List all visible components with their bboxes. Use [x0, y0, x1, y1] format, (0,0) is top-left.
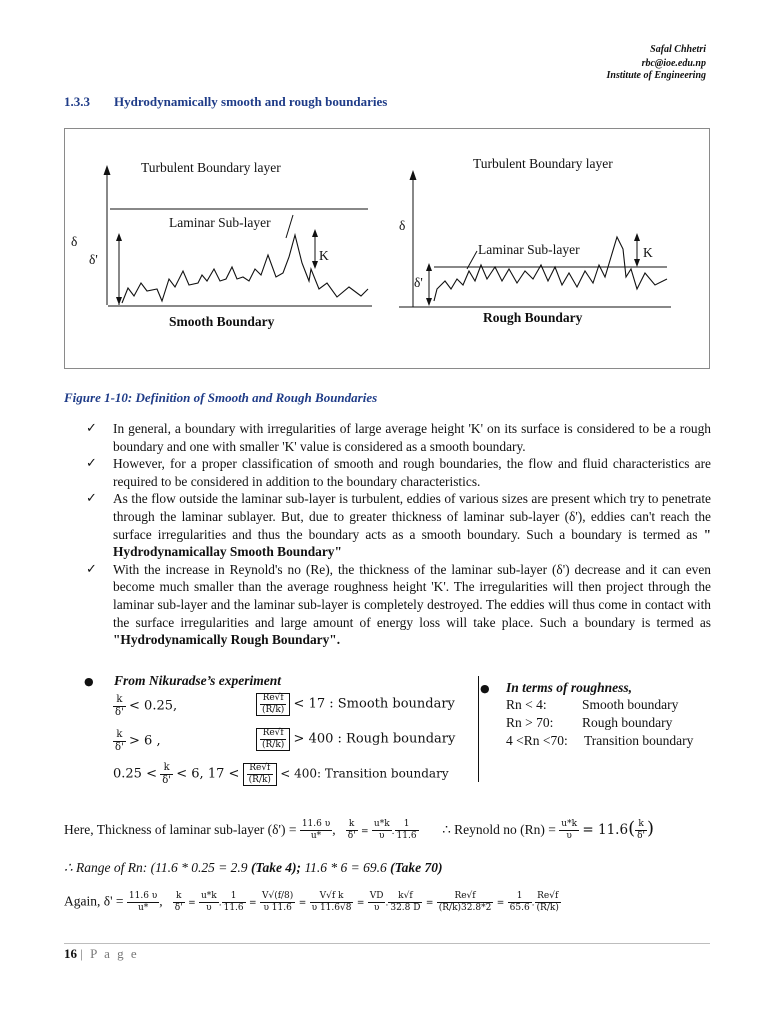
section-heading [64, 94, 387, 110]
nikuradse-result-smooth: $\frac{Re√f}{(R/k)}$ < 17 : Smooth boundary [256, 693, 455, 716]
bullet-item: ✓ In general, a boundary with irregularities of large average height 'K' on its surface is considered to be a rough boundary and one with smaller 'K' value is considered as a smooth boundary. [86, 421, 711, 454]
page-number: 16 [64, 946, 77, 961]
nikuradse-result-rough: $\frac{Re√f}{(R/k)}$ > 400 : Rough boundary [256, 728, 455, 751]
roughness-heading: ● In terms of roughness, [480, 680, 633, 695]
column-divider [478, 676, 479, 782]
bullet-item: ✓ However, for a proper classification of smooth and rough boundaries, the flow and fluid characteristics are required to be considered in addition to the boundary characteristics. [86, 456, 711, 489]
footer-rule [64, 943, 710, 944]
check-icon: ✓ [86, 491, 97, 507]
check-icon: ✓ [86, 561, 97, 577]
roughness-cond-transition: 4 <Rn <70: [506, 733, 568, 748]
check-icon: ✓ [86, 421, 97, 436]
roughness-cond-smooth: Rn < 4: [506, 697, 547, 712]
nikuradse-heading: ● From Nikuradse’s experiment [84, 673, 282, 688]
k-label-right: K [643, 245, 653, 260]
delta-right: δ [399, 218, 406, 233]
left-title: Turbulent Boundary layer [141, 160, 281, 175]
section-title: Hydrodynamically smooth and rough boundaries [114, 94, 388, 109]
smooth-term: " Hydrodynamicallay Smooth Boundary" [113, 526, 711, 560]
bullet-list [86, 420, 711, 649]
bullet-dot-icon: ● [84, 675, 94, 688]
boundary-diagram [65, 129, 711, 370]
right-title: Turbulent Boundary layer [473, 156, 613, 171]
laminar-label-right: Laminar Sub-layer [478, 242, 580, 257]
roughness-cond-rough: Rn > 70: [506, 715, 554, 730]
delta-prime-left: δ' [89, 252, 98, 267]
roughness-result-rough: Rough boundary [582, 715, 673, 730]
rough-caption: Rough Boundary [483, 310, 583, 325]
k-label-left: K [319, 248, 329, 263]
again-equation: Again, δ' = $\frac{11.6 \upsilon}{u*}$ , $\frac{k}{\delta'}$ = $\frac{u*k}{\upsilon}$ . $\frac{1}{11.6}$ = $\frac{V√(f/8)}{\upsilon 11.6}$ = $\frac{\text{V√f k}}{\upsilon 11.6√8}$ = $\frac{VD}{\upsilon}$ . $\frac{k√f}{32.8 D}$ = $\frac{Re√f}{(R/k)32.8*2}$ = $\frac{1}{65.6}$ . $\frac{Re√f}{(R/k)}$ [64, 891, 559, 913]
range-line: ∴ Range of Rn: (11.6 * 0.25 = 2.9 (Take 4); 11.6 * 6 = 69.6 (Take 70) [64, 860, 443, 875]
boundary-figure [64, 128, 710, 369]
bullet-item: ✓ As the flow outside the laminar sub-layer is turbulent, eddies of various sizes are present which try to penetrate through the laminar sublayer. But, due to greater thickness of laminar sub-layer (δ'), eddies can't reach the surface irregularities and thus the boundary acts as a smooth boundary. Such a boundary is termed as " Hydrodynamicallay Smooth Boundary" [86, 491, 711, 560]
page-word: | P a g e [80, 946, 139, 961]
thickness-equation: Here, Thickness of laminar sub-layer (δ') = $\frac{11.6 \upsilon}{u*}$ , $\frac{k}{\delta'}$ = $\frac{u*k}{\upsilon}$ . $\frac{1}{11.6}$ ∴ Reynold no (Rn) = $\frac{u*k}{\upsilon}$ = 11.6( $\frac{k}{\delta'}$ ) [64, 818, 655, 842]
smooth-caption: Smooth Boundary [169, 314, 275, 329]
roughness-result-smooth: Smooth boundary [582, 697, 679, 712]
author-name: Safal Chhetri [650, 44, 706, 55]
figure-caption: Figure 1-10: Definition of Smooth and Rough Boundaries [64, 390, 378, 405]
bullet-dot-icon: ● [480, 682, 490, 695]
bullet-item: ✓ With the increase in Reynold's no (Re), the thickness of the laminar sub-layer (δ') decrease and it can even become much smaller than the average roughness height 'K'. The irregularities will then project through the laminar sub-layer and the laminar sub-layer is completely destroyed. The eddies will thus come in contact with the surface irregularities and large amount of energy loss will take place. Such a boundary is termed as "Hydrodynamically Rough Boundary". [86, 561, 711, 648]
page-footer [64, 946, 139, 962]
nikuradse-row-smooth: $\frac{k}{\delta'}$ < 0.25, [115, 694, 178, 718]
nikuradse-row-rough: $\frac{k}{\delta'}$ > 6 , [115, 729, 161, 753]
delta-prime-right: δ' [414, 275, 423, 290]
author-institute: Institute of Engineering [606, 70, 706, 81]
roughness-result-transition: Transition boundary [584, 733, 694, 748]
rough-term: "Hydrodynamically Rough Boundary". [113, 632, 341, 648]
laminar-label-left: Laminar Sub-layer [169, 215, 271, 230]
author-email: rbc@ioe.edu.np [641, 58, 706, 69]
delta-left: δ [71, 234, 78, 249]
check-icon: ✓ [86, 456, 97, 472]
section-number: 1.3.3 [64, 94, 90, 109]
nikuradse-row-transition: 0.25 < $\frac{k}{\delta'}$ < 6, 17 < $\frac{Re√f}{(R/k)}$ < 400: Transition boundary [113, 762, 449, 786]
